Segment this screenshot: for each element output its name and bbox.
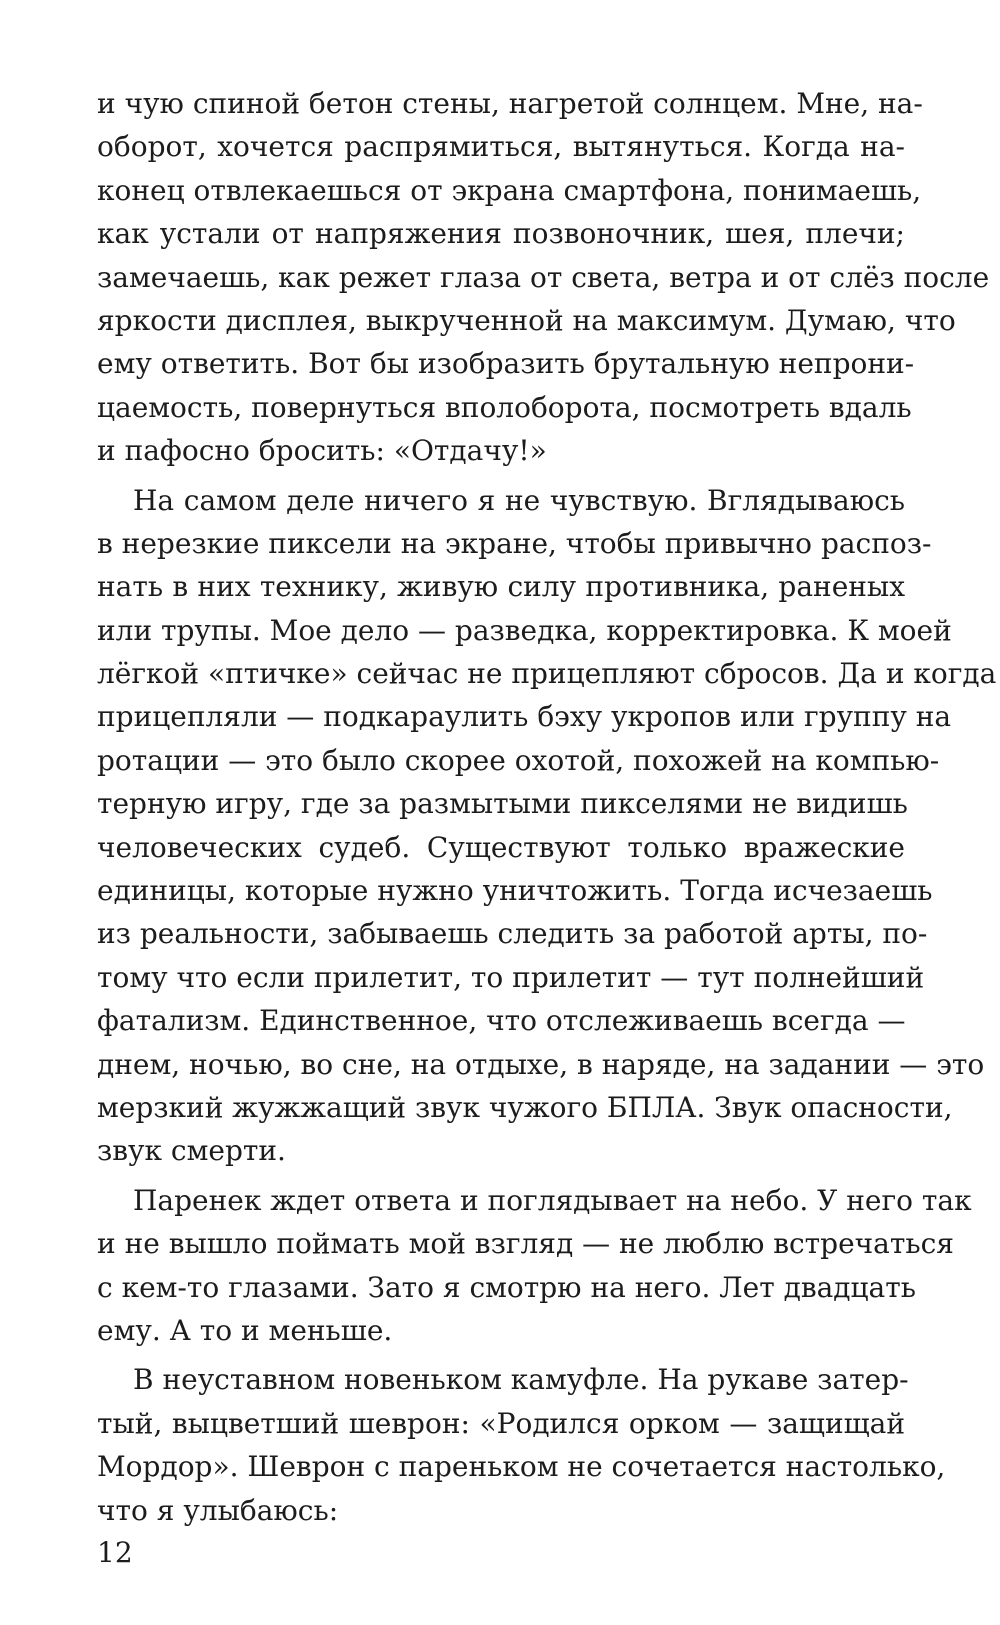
paragraph (97, 82, 990, 473)
text-line: как устали от напряжения позвоночник, шея, плечи; (97, 217, 905, 251)
page-number: 12 (97, 1536, 133, 1569)
paragraph (97, 1358, 946, 1532)
text-line: и пафосно бросить: «Отдачу!» (97, 434, 547, 468)
text-line: в нерезкие пиксели на экране, чтобы привычно распоз- (97, 526, 932, 560)
text-line: яркости дисплея, выкрученной на максимум. Думаю, что (97, 303, 956, 337)
text-line: терную игру, где за размытыми пикселями не видишь (97, 787, 908, 821)
text-line: тый, выцветший шеврон: «Родился орком — защищай (97, 1406, 905, 1440)
body-text (97, 82, 997, 1532)
text-line: человеческих судеб. Существуют только вражеские (97, 830, 905, 864)
text-line: единицы, которые нужно уничтожить. Тогда исчезаешь (97, 874, 933, 908)
text-line: На самом деле ничего я не чувствую. Вглядываюсь (133, 483, 905, 517)
text-line: и не вышло поймать мой взгляд — не люблю встречаться (97, 1227, 954, 1261)
text-line: ротации — это было скорее охотой, похожей на компью- (97, 743, 940, 777)
text-line: ему. А то и меньше. (97, 1313, 393, 1347)
text-line: оборот, хочется распрямиться, вытянуться. Когда на- (97, 130, 905, 164)
text-line: конец отвлекаешься от экрана смартфона, понимаешь, (97, 173, 922, 207)
text-line: мерзкий жужжащий звук чужого БПЛА. Звук опасности, (97, 1090, 953, 1124)
text-line: что я улыбаюсь: (97, 1493, 339, 1527)
text-line: В неуставном новеньком камуфле. На рукаве затер- (133, 1363, 909, 1397)
text-line: из реальности, забываешь следить за работой арты, по- (97, 917, 928, 951)
text-line: нать в них технику, живую силу противника, раненых (97, 570, 905, 604)
text-line: с кем-то глазами. Зато я смотрю на него. Лет двадцать (97, 1270, 916, 1304)
text-line: замечаешь, как режет глаза от света, ветра и от слёз после (97, 260, 990, 294)
text-line: лёгкой «птичке» сейчас не прицепляют сбросов. Да и когда (97, 657, 997, 691)
text-line: цаемость, повернуться вполоборота, посмотреть вдаль (97, 390, 912, 424)
text-line: звук смерти. (97, 1134, 286, 1168)
text-line: ему ответить. Вот бы изобразить брутальную непрони- (97, 347, 915, 381)
paragraph (97, 479, 997, 1173)
text-line: тому что если прилетит, то прилетит — тут полнейший (97, 960, 925, 994)
text-line: Мордор». Шеврон с пареньком не сочетается настолько, (97, 1450, 946, 1484)
paragraph (97, 1179, 972, 1353)
text-line: или трупы. Мое дело — разведка, корректировка. К моей (97, 613, 952, 647)
text-line: прицепляли — подкараулить бэху укропов или группу на (97, 700, 952, 734)
text-line: днем, ночью, во сне, на отдыхе, в наряде, на задании — это (97, 1047, 985, 1081)
text-line: и чую спиной бетон стены, нагретой солнцем. Мне, на- (97, 87, 923, 120)
text-line: фатализм. Единственное, что отслеживаешь всегда — (97, 1004, 906, 1038)
text-line: Паренек ждет ответа и поглядывает на небо. У него так (133, 1183, 972, 1217)
